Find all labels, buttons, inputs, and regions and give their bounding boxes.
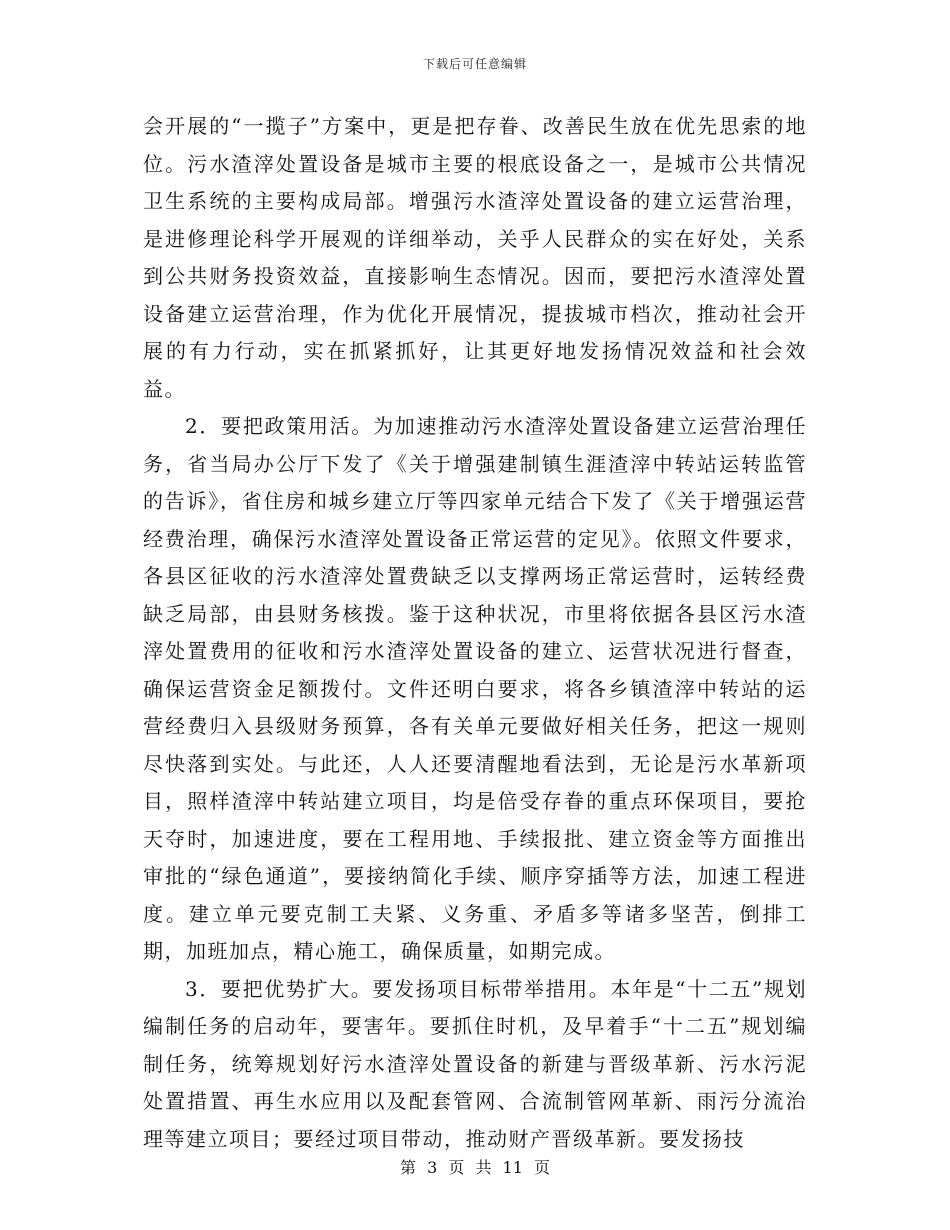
paragraph-continuation: 会开展的“一揽子”方案中，更是把存眷、改善民生放在优先思索的地位。污水渣滓处置设备是城市主要的根底设备之一，是城市公共情况卫生系统的主要构成局部。增强污水渣滓处置设备的建立运营治理，是进修理论科学开展观的详细举动，关乎人民群众的实在好处，关系到公共财务投资效益，直接影响生态情况。因而，要把污水渣滓处置设备建立运营治理，作为优化开展情况，提拔城市档次，推动社会开展的有力行动，实在抓紧抓好，让其更好地发扬情况效益和社会效益。	[143, 114, 807, 401]
page-header: 下载后可任意编辑	[422, 57, 527, 71]
paragraph-advantage: 3．要把优势扩大。要发扬项目标带举措用。本年是“十二五”规划编制任务的启动年，要害年。要抓住时机，及早着手“十二五”规划编制任务，统筹规划好污水渣滓处置设备的新建与晋级革新、污水污泥处置措置、再生水应用以及配套管网、合流制管网革新、雨污分流治理等建立项目；要经过项目带动，推动财产晋级革新。要发扬技	[143, 976, 807, 1151]
document-body	[143, 108, 807, 1158]
paragraph-policy: 2．要把政策用活。为加速推动污水渣滓处置设备建立运营治理任务，省当局办公厅下发了《关于增强建制镇生涯渣滓中转站运转监管的告诉》，省住房和城乡建立厅等四家单元结合下发了《关于增强运营经费治理，确保污水渣滓处置设备正常运营的定见》。依照文件要求，各县区征收的污水渣滓处置费缺乏以支撑两场正常运营时，运转经费缺乏局部，由县财务核拨。鉴于这种状况，市里将依据各县区污水渣滓处置费用的征收和污水渣滓处置设备的建立、运营状况进行督查，确保运营资金足额拨付。文件还明白要求，将各乡镇渣滓中转站的运营经费归入县级财务预算，各有关单元要做好相关任务，把这一规则尽快落到实处。与此还，人人还要清醒地看法到，无论是污水革新项目，照样渣滓中转站建立项目，均是倍受存眷的重点环保项目，要抢天夺时，加速进度，要在工程用地、手续报批、建立资金等方面推出审批的“绿色通道”，要接纳简化手续、顺序穿插等方法，加速工程进度。建立单元要克制工夫紧、义务重、矛盾多等诸多坚苦，倒排工期，加班加点，精心施工，确保质量，如期完成。	[143, 414, 807, 963]
page-number: 第 3 页 共 11 页	[400, 1158, 550, 1177]
